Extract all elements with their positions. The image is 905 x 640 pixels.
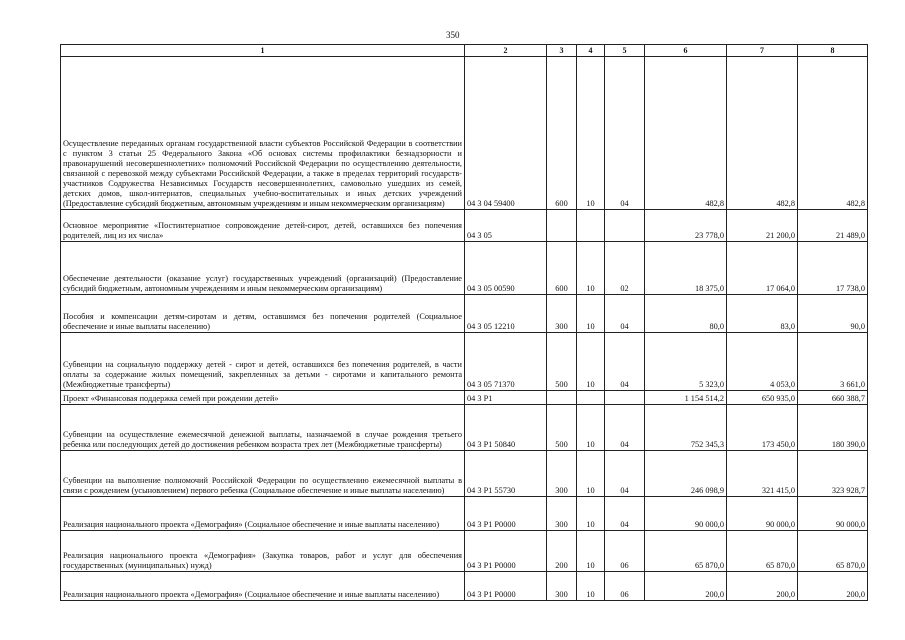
row-code: 04 3 P1 P0000 — [465, 497, 547, 531]
header-cell: 6 — [645, 45, 727, 57]
row-col-4: 10 — [577, 531, 605, 572]
row-col-3 — [547, 210, 577, 242]
row-amount-6: 1 154 514,2 — [645, 391, 727, 405]
row-col-5: 04 — [605, 295, 645, 333]
row-description: Обеспечение деятельности (оказание услуг) государственных учреждений (организаций) (Предоставление субсидий бюджетным, автономным учреждениям и иным некоммерческим организациям) — [61, 242, 465, 295]
header-row — [61, 45, 868, 57]
row-col-5 — [605, 391, 645, 405]
row-col-4: 10 — [577, 451, 605, 497]
row-col-3: 300 — [547, 295, 577, 333]
row-amount-7: 200,0 — [727, 572, 798, 601]
row-col-4 — [577, 391, 605, 405]
row-amount-6: 80,0 — [645, 295, 727, 333]
row-amount-7: 21 200,0 — [727, 210, 798, 242]
row-col-4: 10 — [577, 333, 605, 391]
header-cell: 5 — [605, 45, 645, 57]
row-code: 04 3 05 — [465, 210, 547, 242]
row-code: 04 3 P1 55730 — [465, 451, 547, 497]
row-code: 04 3 05 12210 — [465, 295, 547, 333]
row-amount-8: 200,0 — [798, 572, 868, 601]
row-amount-6: 752 345,3 — [645, 405, 727, 451]
row-amount-7: 482,8 — [727, 57, 798, 210]
row-amount-6: 200,0 — [645, 572, 727, 601]
row-code: 04 3 P1 P0000 — [465, 572, 547, 601]
table-row — [61, 405, 868, 451]
row-amount-8: 180 390,0 — [798, 405, 868, 451]
row-col-5: 04 — [605, 57, 645, 210]
table-row — [61, 451, 868, 497]
row-amount-6: 246 098,9 — [645, 451, 727, 497]
table-row — [61, 242, 868, 295]
row-col-3: 500 — [547, 405, 577, 451]
header-cell: 1 — [61, 45, 465, 57]
row-col-5: 04 — [605, 405, 645, 451]
row-amount-7: 65 870,0 — [727, 531, 798, 572]
row-description: Субвенции на осуществление ежемесячной денежной выплаты, назначаемой в случае рождения третьего ребенка или последующих детей до достижения ребенком возраста трех лет (Межбюджетные трансферты) — [61, 405, 465, 451]
table-row — [61, 391, 868, 405]
row-description: Реализация национального проекта «Демография» (Социальное обеспечение и иные выплаты населению) — [61, 497, 465, 531]
header-cell: 2 — [465, 45, 547, 57]
table-row — [61, 531, 868, 572]
row-amount-8: 21 489,0 — [798, 210, 868, 242]
row-col-3: 300 — [547, 497, 577, 531]
row-col-3: 500 — [547, 333, 577, 391]
table-row — [61, 572, 868, 601]
row-description: Пособия и компенсации детям-сиротам и детям, оставшимся без попечения родителей (Социальное обеспечение и иные выплаты населению) — [61, 295, 465, 333]
row-col-5: 04 — [605, 497, 645, 531]
row-col-5: 04 — [605, 451, 645, 497]
row-amount-7: 4 053,0 — [727, 333, 798, 391]
row-code: 04 3 P1 — [465, 391, 547, 405]
row-amount-8: 17 738,0 — [798, 242, 868, 295]
row-amount-7: 321 415,0 — [727, 451, 798, 497]
row-amount-7: 173 450,0 — [727, 405, 798, 451]
table-row — [61, 210, 868, 242]
header-cell: 4 — [577, 45, 605, 57]
row-amount-8: 323 928,7 — [798, 451, 868, 497]
row-description: Основное мероприятие «Постинтернатное сопровождение детей-сирот, детей, оставшихся без попечения родителей, лиц из их числа» — [61, 210, 465, 242]
row-description: Субвенции на выполнение полномочий Российской Федерации по осуществлению ежемесячной выплаты в связи с рождением (усыновлением) первого ребенка (Социальное обеспечение и иные выплаты населению) — [61, 451, 465, 497]
row-col-3: 200 — [547, 531, 577, 572]
row-code: 04 3 04 59400 — [465, 57, 547, 210]
table-row — [61, 333, 868, 391]
row-amount-6: 5 323,0 — [645, 333, 727, 391]
row-description: Реализация национального проекта «Демография» (Социальное обеспечение и иные выплаты населению) — [61, 572, 465, 601]
row-code: 04 3 P1 50840 — [465, 405, 547, 451]
row-col-4: 10 — [577, 405, 605, 451]
row-description: Осуществление переданных органам государственной власти субъектов Российской Федерации в соответствии с пунктом 3 статьи 25 Федерального Закона «Об основах системы профилактики безнадзорности и правонарушений несовершеннолетних» полномочий Российской Федерации по осуществлению деятельности, связанной с перевозкой между субъектами Российской Федерации, а также в пределах территорий государств-участников Содружества Независимых Государств несовершеннолетних, самовольно ушедших из семей, детских домов, школ-интернатов, специальных учебно-воспитательных и иных детских учреждений (Предоставление субсидий бюджетным, автономным учреждениям и иным некоммерческим организациям) — [61, 57, 465, 210]
row-code: 04 3 P1 P0000 — [465, 531, 547, 572]
row-description: Субвенции на социальную поддержку детей - сирот и детей, оставшихся без попечения родителей, в части оплаты за содержание жилых помещений, закрепленных за детьми - сиротами и капитального ремонта (Межбюджетные трансферты) — [61, 333, 465, 391]
row-amount-6: 482,8 — [645, 57, 727, 210]
row-amount-8: 65 870,0 — [798, 531, 868, 572]
row-amount-7: 650 935,0 — [727, 391, 798, 405]
row-amount-7: 83,0 — [727, 295, 798, 333]
row-amount-8: 90,0 — [798, 295, 868, 333]
row-amount-8: 660 388,7 — [798, 391, 868, 405]
row-code: 04 3 05 71370 — [465, 333, 547, 391]
table-row — [61, 295, 868, 333]
row-col-4 — [577, 210, 605, 242]
row-col-4: 10 — [577, 572, 605, 601]
row-col-5: 06 — [605, 531, 645, 572]
row-code: 04 3 05 00590 — [465, 242, 547, 295]
row-col-5: 02 — [605, 242, 645, 295]
table-row — [61, 57, 868, 210]
row-col-4: 10 — [577, 497, 605, 531]
row-col-5: 04 — [605, 333, 645, 391]
row-col-4: 10 — [577, 242, 605, 295]
row-col-5 — [605, 210, 645, 242]
page-number: 350 — [446, 30, 460, 40]
budget-table — [60, 44, 868, 601]
row-col-4: 10 — [577, 295, 605, 333]
row-amount-7: 17 064,0 — [727, 242, 798, 295]
row-col-3: 600 — [547, 242, 577, 295]
row-col-3: 300 — [547, 451, 577, 497]
header-cell: 3 — [547, 45, 577, 57]
header-cell: 7 — [727, 45, 798, 57]
row-amount-6: 18 375,0 — [645, 242, 727, 295]
row-col-4: 10 — [577, 57, 605, 210]
row-amount-8: 90 000,0 — [798, 497, 868, 531]
row-amount-8: 482,8 — [798, 57, 868, 210]
row-col-3 — [547, 391, 577, 405]
row-amount-6: 90 000,0 — [645, 497, 727, 531]
header-cell: 8 — [798, 45, 868, 57]
row-amount-8: 3 661,0 — [798, 333, 868, 391]
row-amount-6: 23 778,0 — [645, 210, 727, 242]
row-col-5: 06 — [605, 572, 645, 601]
table-row — [61, 497, 868, 531]
row-amount-7: 90 000,0 — [727, 497, 798, 531]
row-description: Реализация национального проекта «Демография» (Закупка товаров, работ и услуг для обеспечения государственных (муниципальных) нужд) — [61, 531, 465, 572]
row-amount-6: 65 870,0 — [645, 531, 727, 572]
row-col-3: 300 — [547, 572, 577, 601]
row-col-3: 600 — [547, 57, 577, 210]
row-description: Проект «Финансовая поддержка семей при рождении детей» — [61, 391, 465, 405]
